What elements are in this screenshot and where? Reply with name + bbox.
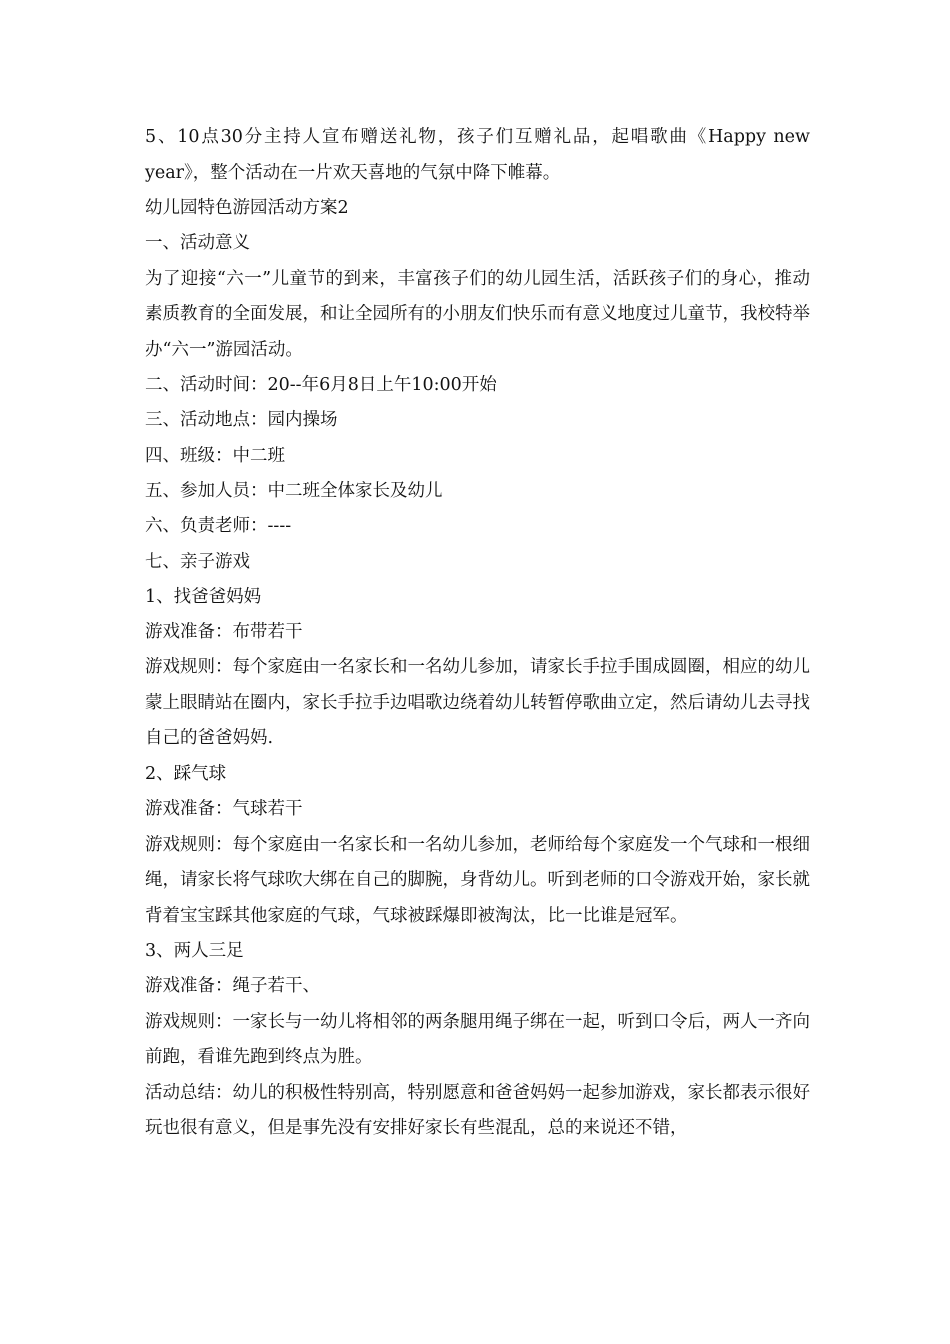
game-3-rules: 游戏规则：一家长与一幼儿将相邻的两条腿用绳子绑在一起，听到口令后，两人一齐向前跑，看谁先跑到终点为胜。	[145, 1011, 810, 1068]
participants: 五、参加人员：中二班全体家长及幼儿	[145, 480, 443, 501]
plan-title: 幼儿园特色游园活动方案2	[145, 198, 349, 218]
teacher-in-charge: 六、负责老师：----	[145, 516, 292, 537]
closing-paragraph: 5、10点30分主持人宣布赠送礼物，孩子们互赠礼品，起唱歌曲《Happy new year》，整个活动在一片欢天喜地的气氛中降下帷幕。	[145, 127, 810, 183]
game-3-title: 3、两人三足	[145, 941, 244, 962]
game-1-rules: 游戏规则：每个家庭由一名家长和一名幼儿参加，请家长手拉手围成圆圈，相应的幼儿蒙上眼睛站在圈内，家长手拉手边唱歌边绕着幼儿转暂停歌曲立定，然后请幼儿去寻找自己的爸爸妈妈.	[145, 657, 810, 749]
activity-time: 二、活动时间：20--年6月8日上午10:00开始	[145, 375, 497, 396]
document-page	[145, 120, 810, 1147]
game-1-preparation: 游戏准备：布带若干	[145, 622, 303, 643]
activity-location: 三、活动地点：园内操场	[145, 410, 338, 431]
class-info: 四、班级：中二班	[145, 445, 285, 466]
section-heading-significance: 一、活动意义	[145, 233, 250, 254]
activity-summary: 活动总结：幼儿的积极性特别高，特别愿意和爸爸妈妈一起参加游戏，家长都表示很好玩也很有意义，但是事先没有安排好家长有些混乱，总的来说还不错，	[145, 1082, 810, 1139]
game-2-title: 2、踩气球	[145, 763, 227, 784]
game-1-title: 1、找爸爸妈妈	[145, 586, 262, 607]
game-2-rules: 游戏规则：每个家庭由一名家长和一名幼儿参加，老师给每个家庭发一个气球和一根细绳，请家长将气球吹大绑在自己的脚腕，身背幼儿。听到老师的口令游戏开始，家长就背着宝宝踩其他家庭的气球，气球被踩爆即被淘汰，比一比谁是冠军。	[145, 834, 810, 926]
significance-paragraph: 为了迎接“六一”儿童节的到来，丰富孩子们的幼儿园生活，活跃孩子们的身心，推动素质教育的全面发展，和让全园所有的小朋友们快乐而有意义地度过儿童节，我校特举办“六一”游园活动。	[145, 268, 810, 360]
game-3-preparation: 游戏准备：绳子若干、	[145, 976, 320, 997]
game-2-preparation: 游戏准备：气球若干	[145, 799, 303, 820]
section-heading-games: 七、亲子游戏	[145, 551, 250, 572]
